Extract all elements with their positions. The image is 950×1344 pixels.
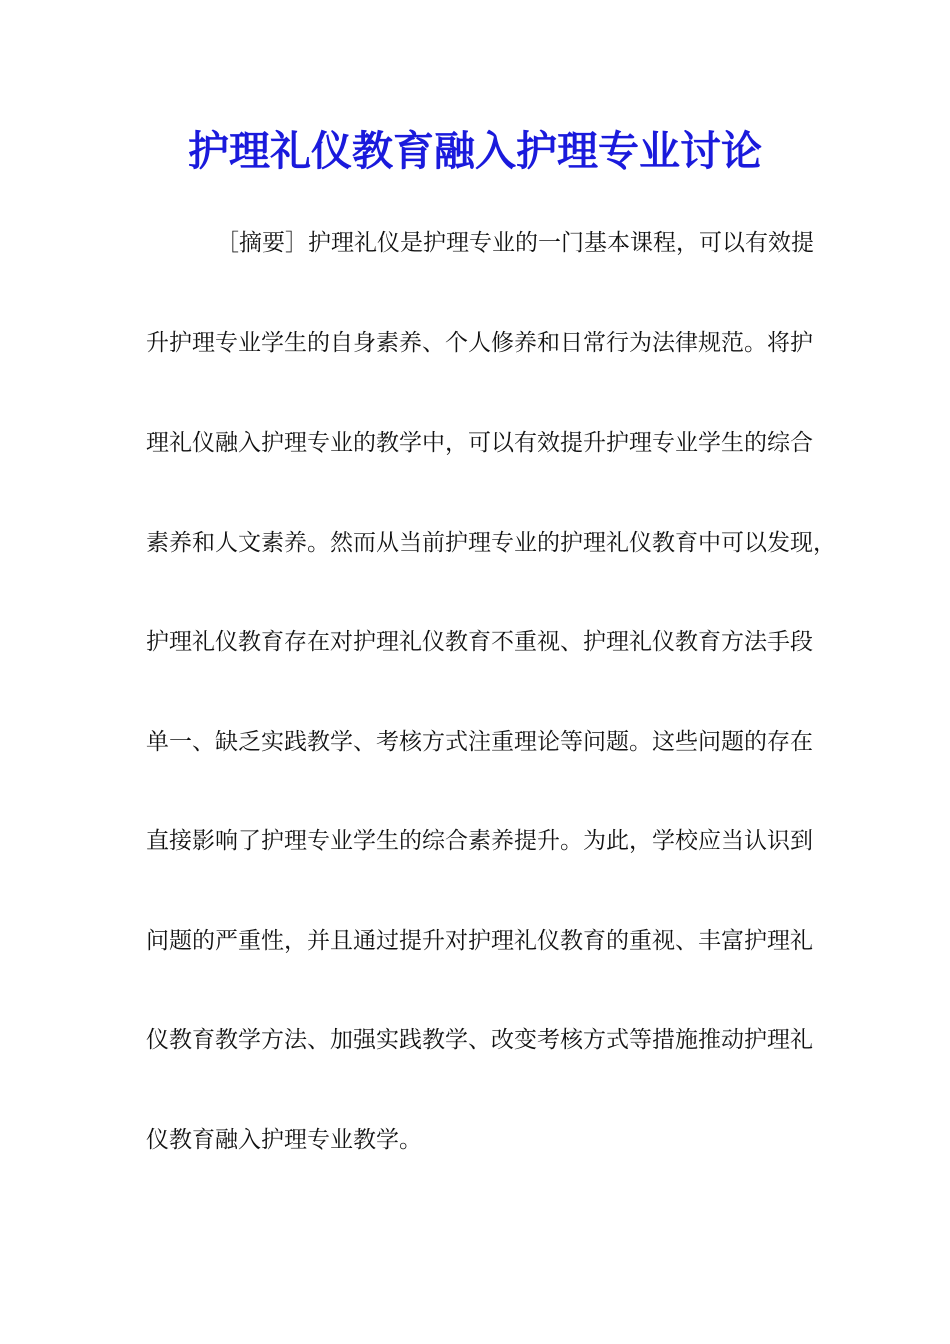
abstract-line: ［摘要］护理礼仪是护理专业的一门基本课程，可以有效提 bbox=[216, 230, 814, 256]
abstract-line: 单一、缺乏实践教学、考核方式注重理论等问题。这些问题的存在 bbox=[146, 729, 813, 755]
document-title: 护理礼仪教育融入护理专业讨论 bbox=[188, 127, 762, 175]
abstract-line: 素养和人文素养。然而从当前护理专业的护理礼仪教育中可以发现， bbox=[146, 530, 836, 556]
abstract-line: 理礼仪融入护理专业的教学中，可以有效提升护理专业学生的综合 bbox=[146, 430, 813, 456]
abstract-line: 问题的严重性，并且通过提升对护理礼仪教育的重视、丰富护理礼 bbox=[146, 928, 813, 954]
abstract-line: 直接影响了护理专业学生的综合素养提升。为此，学校应当认识到 bbox=[146, 828, 813, 854]
abstract-line: 护理礼仪教育存在对护理礼仪教育不重视、护理礼仪教育方法手段 bbox=[146, 629, 813, 655]
abstract-line: 仪教育教学方法、加强实践教学、改变考核方式等措施推动护理礼 bbox=[146, 1027, 813, 1053]
abstract-line: 仪教育融入护理专业教学。 bbox=[146, 1127, 422, 1153]
abstract-line: 升护理专业学生的自身素养、个人修养和日常行为法律规范。将护 bbox=[146, 330, 813, 356]
